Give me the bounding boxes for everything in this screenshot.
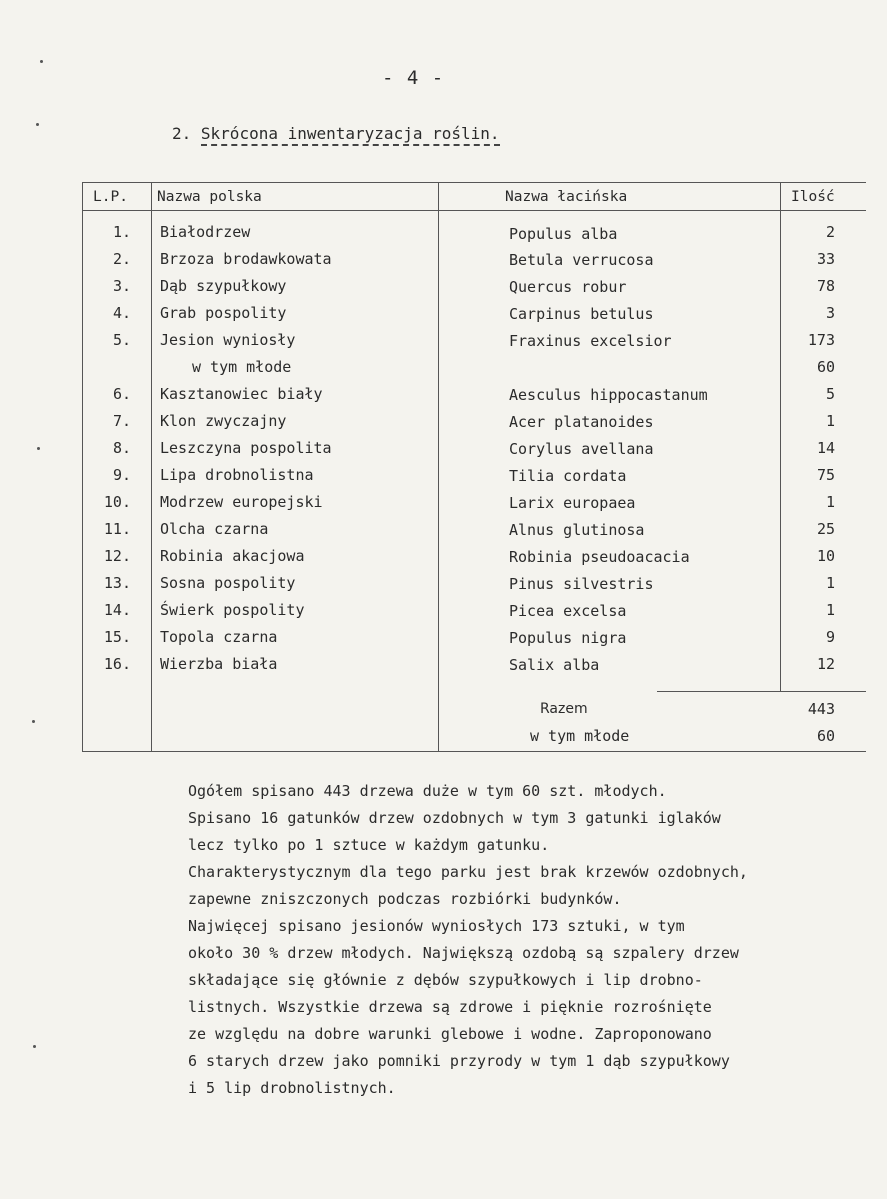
scan-speck [37,447,40,450]
scan-speck [40,60,43,63]
young-total-label: w tym młode [530,727,630,745]
row-polish-name: Sosna pospolity [160,574,296,592]
row-polish-name: Jesion wyniosły [160,331,296,349]
paragraph-line: ze względu na dobre warunki glebowe i wodne. Zaproponowano [188,1025,712,1043]
row-quantity: 1 [825,574,835,592]
paragraph-line: 6 starych drzew jako pomniki przyrody w tym 1 dąb szypułkowy [188,1052,730,1070]
paragraph-line: i 5 lip drobnolistnych. [188,1079,396,1097]
row-lp: 1. [112,223,131,241]
row-polish-name: Klon zwyczajny [160,412,287,430]
row-lp: 3. [112,277,131,295]
row-polish-name: Brzoza brodawkowata [160,250,332,268]
row-quantity: 173 [807,331,835,349]
header-polish-name: Nazwa polska [157,189,262,205]
row-polish-name: Topola czarna [160,628,278,646]
table-top-rule [82,182,866,183]
paragraph-line: Spisano 16 gatunków drzew ozdobnych w tym 3 gatunki iglaków [188,809,721,827]
row-lp: 16. [103,655,131,673]
paragraph-line: lecz tylko po 1 sztuce w każdym gatunku. [188,836,550,854]
row-quantity: 5 [825,385,835,403]
row-latin-name: Acer platanoides [509,413,654,431]
row-lp: 13. [103,574,131,592]
row-quantity: 9 [825,628,835,646]
row-latin-name: Betula verrucosa [509,251,654,269]
row-lp: 10. [103,493,131,511]
scan-speck [36,123,39,126]
row-polish-name: w tym młode [192,358,292,376]
young-total-quantity: 60 [816,727,835,745]
row-latin-name: Fraxinus excelsior [509,332,672,350]
row-polish-name: Świerk pospolity [160,601,305,619]
row-latin-name: Quercus robur [509,278,627,296]
row-lp: 4. [112,304,131,322]
section-heading [172,124,500,143]
row-quantity: 75 [816,466,835,484]
row-lp: 9. [112,466,131,484]
row-quantity: 1 [825,601,835,619]
paragraph-line: Ogółem spisano 443 drzewa duże w tym 60 szt. młodych. [188,782,667,800]
page-number: - 4 - [382,67,445,89]
row-polish-name: Wierzba biała [160,655,278,673]
header-lp: L.P. [93,189,128,205]
row-latin-name: Populus alba [509,225,618,243]
header-latin-name: Nazwa łacińska [505,189,628,205]
paragraph-line: Charakterystycznym dla tego parku jest brak krzewów ozdobnych, [188,863,748,881]
row-latin-name: Tilia cordata [509,467,627,485]
row-quantity: 2 [825,223,835,241]
row-lp: 6. [112,385,131,403]
header-quantity: Ilość [791,189,835,205]
row-lp: 7. [112,412,131,430]
row-latin-name: Populus nigra [509,629,627,647]
row-lp: 2. [112,250,131,268]
row-polish-name: Dąb szypułkowy [160,277,287,295]
row-latin-name: Aesculus hippocastanum [509,386,708,404]
row-latin-name: Carpinus betulus [509,305,654,323]
paragraph-line: listnych. Wszystkie drzewa są zdrowe i pięknie rozrośnięte [188,998,712,1016]
summary-paragraph [188,778,878,1102]
row-latin-name: Pinus silvestris [509,575,654,593]
row-polish-name: Białodrzew [160,223,251,241]
scan-speck [32,720,35,723]
total-quantity: 443 [807,700,835,718]
row-latin-name: Robinia pseudoacacia [509,548,690,566]
row-quantity: 10 [816,547,835,565]
row-polish-name: Olcha czarna [160,520,269,538]
row-lp: 8. [112,439,131,457]
row-polish-name: Kasztanowiec biały [160,385,323,403]
row-lp: 5. [112,331,131,349]
row-polish-name: Lipa drobnolistna [160,466,314,484]
table-header-rule [82,210,866,211]
paragraph-line: składające się głównie z dębów szypułkowych i lip drobno- [188,971,703,989]
row-polish-name: Leszczyna pospolita [160,439,332,457]
row-quantity: 25 [816,520,835,538]
row-latin-name: Alnus glutinosa [509,521,645,539]
section-number: 2. [172,124,192,143]
row-polish-name: Grab pospolity [160,304,287,322]
row-quantity: 3 [825,304,835,322]
paragraph-line: około 30 % drzew młodych. Największą ozdobą są szpalery drzew [188,944,739,962]
row-latin-name: Picea excelsa [509,602,627,620]
row-polish-name: Robinia akacjowa [160,547,305,565]
table-sum-rule [657,691,866,692]
row-latin-name: Corylus avellana [509,440,654,458]
col-divider-lp [151,182,152,752]
row-polish-name: Modrzew europejski [160,493,323,511]
row-latin-name: Salix alba [509,656,600,674]
row-quantity: 60 [816,358,835,376]
row-latin-name: Larix europaea [509,494,636,512]
row-lp: 14. [103,601,131,619]
row-quantity: 1 [825,493,835,511]
scan-speck [33,1045,36,1048]
row-quantity: 14 [816,439,835,457]
row-lp: 11. [103,520,131,538]
total-label: Razem [540,701,588,717]
table-bottom-rule [82,751,866,752]
paragraph-line: zapewne zniszczonych podczas rozbiórki budynków. [188,890,622,908]
row-quantity: 33 [816,250,835,268]
row-quantity: 1 [825,412,835,430]
col-divider-polish [438,182,439,752]
paragraph-line: Najwięcej spisano jesionów wyniosłych 173 sztuki, w tym [188,917,685,935]
section-title: Skrócona inwentaryzacja roślin. [201,124,500,146]
row-lp: 15. [103,628,131,646]
row-lp: 12. [103,547,131,565]
row-quantity: 12 [816,655,835,673]
row-quantity: 78 [816,277,835,295]
